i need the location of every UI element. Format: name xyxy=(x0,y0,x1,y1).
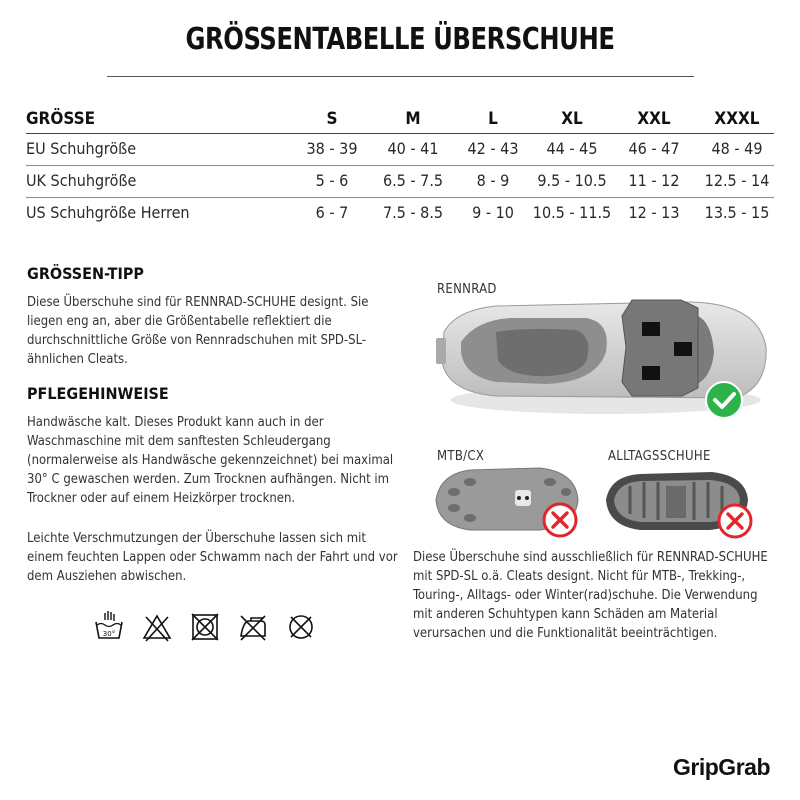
care-heading: PFLEGEHINWEISE xyxy=(27,384,169,403)
casual-shoe-label: ALLTAGSSCHUHE xyxy=(608,449,711,464)
table-row-eu xyxy=(26,134,774,166)
row-label-us: US Schuhgröße Herren xyxy=(26,203,190,222)
title-divider xyxy=(107,76,694,77)
check-icon xyxy=(704,380,744,420)
sizing-tip-heading: GRÖSSEN-TIPP xyxy=(27,264,144,283)
table-cell: 5 - 6 xyxy=(315,171,349,190)
no-tumble-dry-icon xyxy=(189,610,221,644)
table-cell: 38 - 39 xyxy=(306,139,358,158)
hand-wash-30-icon xyxy=(93,610,125,644)
table-row-uk xyxy=(26,166,774,198)
table-cell: 6 - 7 xyxy=(315,203,349,222)
table-cell: 7.5 - 8.5 xyxy=(382,203,444,222)
table-cell: 10.5 - 11.5 xyxy=(532,203,612,222)
row-label-uk: UK Schuhgröße xyxy=(26,171,137,190)
table-cell: 11 - 12 xyxy=(628,171,680,190)
care-symbols xyxy=(93,610,317,644)
sizing-tip-text: Diese Überschuhe sind für RENNRAD-SCHUHE designt. Sie liegen eng an, aber die Größentabelle reflektiert die durchschnittliche Größe von Rennradschuhen mit SPD-SL-ähnlichen Cleats. xyxy=(27,295,369,367)
table-cell: 8 - 9 xyxy=(476,171,510,190)
size-header-s: S xyxy=(326,109,338,129)
size-header-xxl: XXL xyxy=(637,109,671,129)
size-header-xl: XL xyxy=(561,109,583,129)
care-text-2: Leichte Verschmutzungen der Überschuhe lassen sich mit einem feuchten Lappen oder Schwamm nach der Fahrt und vor dem Ausziehen abwischen. xyxy=(27,531,398,584)
wash-temp-label: 30° xyxy=(102,630,116,638)
table-cell: 6.5 - 7.5 xyxy=(382,171,444,190)
table-cell: 40 - 41 xyxy=(387,139,439,158)
brand-logo: GripGrab xyxy=(673,754,770,780)
table-cell: 48 - 49 xyxy=(711,139,763,158)
table-cell: 44 - 45 xyxy=(546,139,598,158)
size-header-m: M xyxy=(405,109,421,129)
row-label-eu: EU Schuhgröße xyxy=(26,139,137,158)
table-cell: 9.5 - 10.5 xyxy=(537,171,607,190)
size-table xyxy=(26,104,774,230)
table-row-us xyxy=(26,198,774,230)
road-shoe-label: RENNRAD xyxy=(437,282,497,297)
care-text: Handwäsche kalt. Dieses Produkt kann auch in der Waschmaschine mit dem sanftesten Schleudergang (normalerweise als Handwäsche gekennzeichnet) bei maximal 30° C gewaschen werden. Zum Trocknen aufhängen. Nicht im Trockner oder auf einem Heizkörper trocknen. xyxy=(27,415,394,506)
size-table-header-row xyxy=(26,104,774,134)
page-title: GRÖSSENTABELLE ÜBERSCHUHE xyxy=(185,22,615,57)
shoe-compatibility-note: Diese Überschuhe sind ausschließlich für RENNRAD-SCHUHE mit SPD-SL o.ä. Cleats designt. Nicht für MTB-, Trekking-, Touring-, Alltags- oder Winter(rad)schuhe. Die Verwendung mit anderen Schuhtypen kann Schäden am Material verursachen und die Funktionalität beeinträchtigen. xyxy=(413,550,768,641)
no-iron-icon xyxy=(237,610,269,644)
no-bleach-icon xyxy=(141,610,173,644)
no-dry-clean-icon xyxy=(285,610,317,644)
cross-icon xyxy=(541,501,579,539)
table-cell: 46 - 47 xyxy=(628,139,680,158)
table-cell: 42 - 43 xyxy=(467,139,519,158)
cross-icon xyxy=(716,502,754,540)
table-cell: 9 - 10 xyxy=(472,203,514,222)
table-cell: 12.5 - 14 xyxy=(704,171,770,190)
table-cell: 13.5 - 15 xyxy=(704,203,770,222)
size-header-xxxl: XXXL xyxy=(714,109,760,129)
size-header-label: GRÖSSE xyxy=(26,109,96,129)
table-cell: 12 - 13 xyxy=(628,203,680,222)
mtb-shoe-label: MTB/CX xyxy=(437,449,485,464)
size-header-l: L xyxy=(488,109,498,129)
